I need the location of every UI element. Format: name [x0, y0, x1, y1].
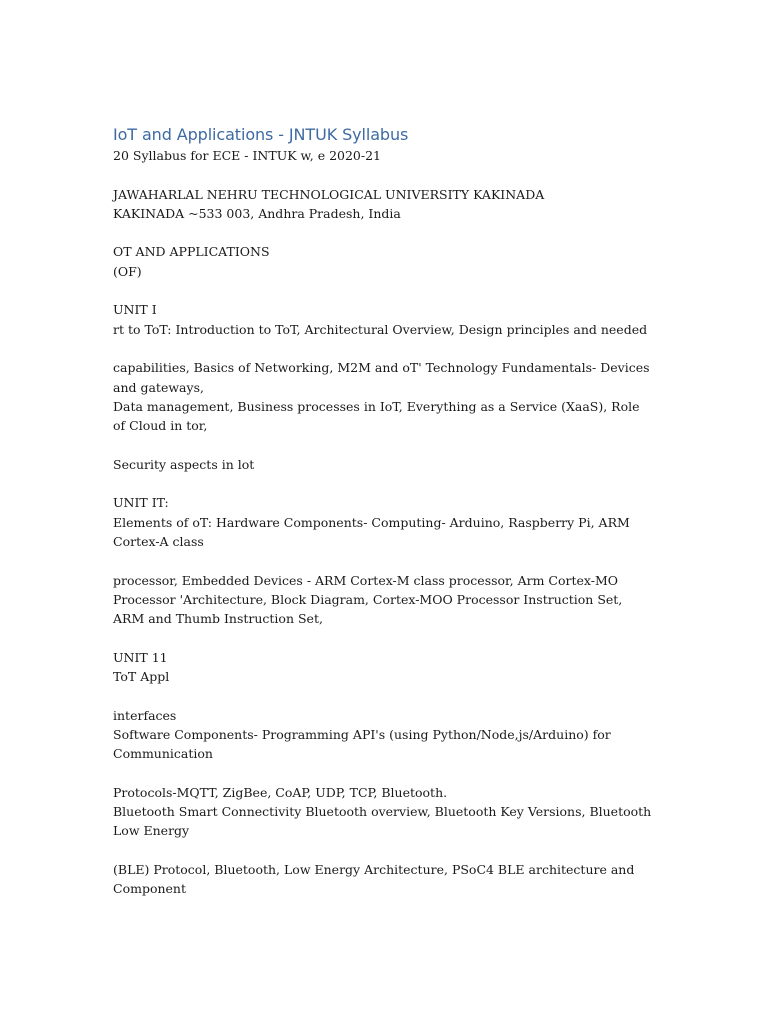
paragraph	[113, 146, 653, 165]
text-line: interfaces	[113, 707, 177, 723]
course-name: OT AND APPLICATIONS	[113, 244, 270, 260]
text-line: Security aspects in lot	[113, 456, 255, 472]
document-page	[113, 124, 653, 899]
text-line: Bluetooth Smart Connectivity Bluetooth overview, Bluetooth Key Versions, Bluetooth Low Energy	[113, 804, 652, 839]
paragraph	[113, 706, 653, 764]
paragraph	[113, 455, 653, 474]
paragraph	[113, 358, 653, 435]
text-line: Elements of oT: Hardware Components- Computing- Arduino, Raspberry Pi, ARM Cortex-A class	[113, 514, 630, 549]
document-title: IoT and Applications - JNTUK Syllabus	[113, 125, 409, 144]
paragraph	[113, 860, 653, 899]
paragraph	[113, 242, 653, 281]
university-name: JAWAHARLAL NEHRU TECHNOLOGICAL UNIVERSITY KAKINADA	[113, 186, 545, 202]
university-address: KAKINADA ~533 003, Andhra Pradesh, India	[113, 205, 401, 221]
text-line: ToT Appl	[113, 669, 170, 685]
text-line: Software Components- Programming API's (using Python/Node,js/Arduino) for Communication	[113, 726, 611, 762]
paragraph	[113, 571, 653, 629]
paragraph	[113, 648, 653, 687]
text-line: capabilities, Basics of Networking, M2M and oT' Technology Fundamentals- Devices and gateways,	[113, 360, 650, 395]
paragraph	[113, 493, 653, 551]
unit-heading: UNIT I	[113, 302, 157, 318]
paragraph	[113, 185, 653, 224]
subtitle-line: 20 Syllabus for ECE - INTUK w, e 2020-21	[113, 148, 382, 163]
unit-heading: UNIT IT:	[113, 495, 169, 511]
unit-heading: UNIT 11	[113, 649, 168, 665]
text-line: rt to ToT: Introduction to ToT, Architectural Overview, Design principles and needed	[113, 321, 648, 337]
paragraph	[113, 300, 653, 339]
text-line: (BLE) Protocol, Bluetooth, Low Energy Architecture, PSoC4 BLE architecture and Component	[113, 861, 635, 897]
paragraph	[113, 783, 653, 841]
text-line: Data management, Business processes in IoT, Everything as a Service (XaaS), Role of Cloud in tor,	[113, 398, 640, 434]
text-line: Protocols-MQTT, ZigBee, CoAP, UDP, TCP, Bluetooth.	[113, 784, 448, 800]
course-code: (OF)	[113, 263, 142, 279]
text-line: processor, Embedded Devices - ARM Cortex-M class processor, Arm Cortex-MO Processor 'Architecture, Block Diagram, Cortex-MOO Processor Instruction Set, ARM and Thumb Instruction Set,	[113, 572, 623, 627]
